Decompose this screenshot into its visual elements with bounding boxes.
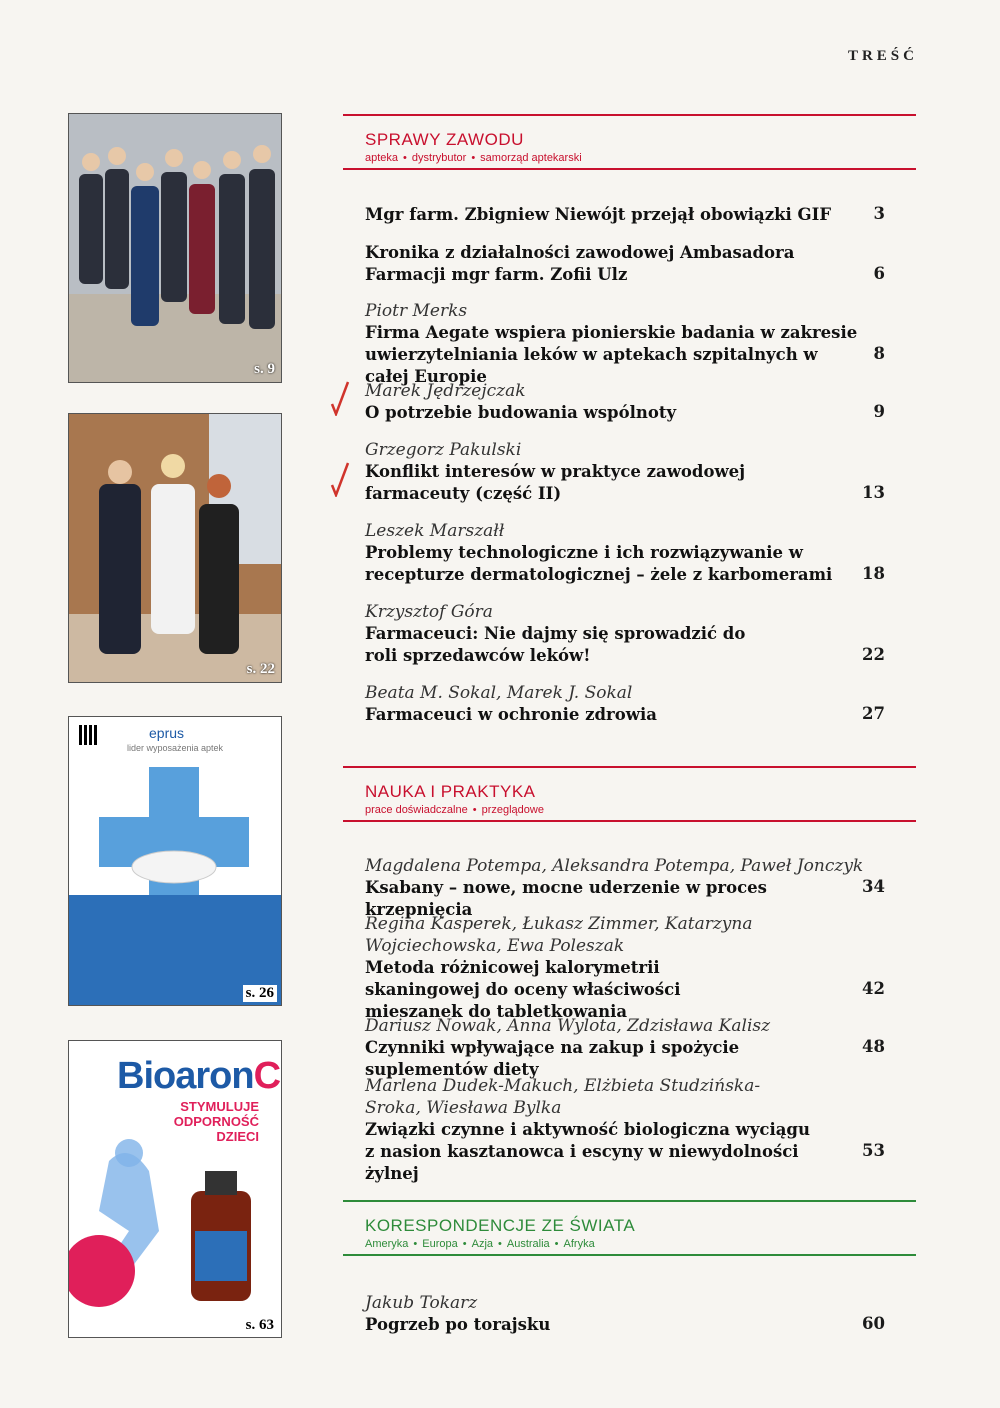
section-sprawy-zawodu (343, 114, 916, 170)
page-number: 18 (862, 564, 885, 583)
page-header-title: TREŚĆ (847, 48, 918, 64)
qr-code-icon (79, 725, 99, 745)
article-author: Krzysztof Góra (365, 602, 493, 622)
article-title: Problemy technologiczne i ich rozwiązywanie w recepturze dermatologicznej – żele z karbomerami (365, 543, 833, 584)
section-header (343, 1202, 916, 1254)
red-checkmark-icon (330, 380, 350, 416)
subtitle-item: Europa (422, 1238, 458, 1250)
article-title: Mgr farm. Zbigniew Niewójt przejął obowiązki GIF (365, 205, 832, 224)
section-name: NAUKA I PRAKTYKA (365, 782, 536, 801)
group-photo-image (69, 114, 282, 383)
page-number: 8 (873, 344, 885, 363)
article-title: Czynniki wpływające na zakup i spożycie suplementów diety (365, 1038, 740, 1079)
page-number: 34 (862, 877, 885, 896)
ad-page-label: s. 26 (243, 985, 277, 1002)
page-number: 53 (862, 1141, 885, 1160)
slogan-line: STYMULUJE (180, 1099, 259, 1114)
conference-photo-thumbnail (68, 413, 282, 683)
red-checkmark-icon (330, 461, 350, 497)
subtitle-item: Ameryka (365, 1238, 409, 1250)
slogan-line: DZIECI (216, 1129, 259, 1144)
toc-entry[interactable] (365, 242, 885, 286)
toc-entry[interactable] (365, 380, 885, 424)
section-header (343, 768, 916, 820)
article-author: Marlena Dudek-Makuch, Elżbieta Studzińska-Sroka, Wiesława Bylka (365, 1076, 761, 1118)
article-title: Farmaceuci w ochronie zdrowia (365, 705, 657, 724)
page-number: 48 (862, 1037, 885, 1056)
article-title: Kronika z działalności zawodowej Ambasadora Farmacji mgr farm. Zofii Ulz (365, 243, 795, 284)
article-author: Marek Jędrzejczak (365, 381, 526, 401)
eprus-ad-thumbnail (68, 716, 282, 1006)
article-author: Jakub Tokarz (365, 1293, 478, 1313)
child-silhouette-icon (69, 1041, 282, 1338)
toc-entry[interactable] (365, 682, 885, 726)
subtitle-item: dystrybutor (411, 152, 467, 164)
section-subtitle: apteka • dystrybutor • samorząd aptekarski (365, 152, 582, 164)
toc-entry[interactable] (365, 1292, 885, 1336)
toc-entry[interactable] (365, 439, 885, 505)
page-number: 42 (862, 979, 885, 998)
article-author: Dariusz Nowak, Anna Wylota, Zdzisława Kalisz (365, 1016, 771, 1036)
photo-page-label: s. 9 (254, 361, 275, 377)
article-title: Związki czynne i aktywność biologiczna wyciągu z nasion kasztanowca i escyny w niewydolności żylnej (365, 1120, 810, 1183)
toc-entry[interactable] (365, 601, 885, 667)
page-number: 22 (862, 645, 885, 664)
article-author: Grzegorz Pakulski (365, 440, 522, 460)
page-number: 13 (862, 483, 885, 502)
bioaron-brand: Bioaron (117, 1055, 254, 1097)
article-title: Ksabany – nowe, mocne uderzenie w proces krzepnięcia (365, 878, 767, 919)
section-subtitle: prace doświadczalne • przeglądowe (365, 804, 544, 816)
section-bottom-rule (343, 820, 916, 822)
page-number: 9 (873, 402, 885, 421)
subtitle-item: apteka (365, 152, 399, 164)
subtitle-item: samorząd aptekarski (480, 152, 582, 164)
page-number: 3 (873, 204, 885, 223)
conference-photo-image (69, 414, 282, 683)
page-number: 6 (873, 264, 885, 283)
subtitle-item: Azja (471, 1238, 494, 1250)
photo-page-label: s. 22 (246, 661, 275, 677)
section-nauka-i-praktyka (343, 766, 916, 822)
section-subtitle: Ameryka • Europa • Azja • Australia • Afryka (365, 1238, 595, 1250)
eprus-brand: eprus (149, 725, 185, 741)
article-title: Firma Aegate wspiera pionierskie badania w zakresie uwierzytelniania leków w aptekach szpitalnych w całej Europie (365, 323, 858, 386)
subtitle-item: prace doświadczalne (365, 804, 468, 816)
subtitle-item: Australia (506, 1238, 550, 1250)
article-title: Farmaceuci: Nie dajmy się sprowadzić do roli sprzedawców leków! (365, 624, 746, 665)
toc-entry[interactable] (365, 855, 885, 921)
section-header (343, 116, 916, 168)
section-bottom-rule (343, 1254, 916, 1256)
section-name: KORESPONDENCJE ZE ŚWIATA (365, 1216, 636, 1235)
subtitle-item: Afryka (563, 1238, 595, 1250)
toc-entry[interactable] (365, 1015, 885, 1081)
article-author: Piotr Merks (365, 301, 468, 321)
eprus-tagline: lider wyposażenia aptek (127, 743, 224, 753)
section-korespondencje (343, 1200, 916, 1256)
photo-group-thumbnail (68, 113, 282, 383)
page-number: 27 (862, 704, 885, 723)
bioaron-ad-thumbnail (68, 1040, 282, 1338)
toc-entry[interactable] (365, 1075, 885, 1185)
article-title: O potrzebie budowania wspólnoty (365, 403, 677, 422)
article-author: Beata M. Sokal, Marek J. Sokal (365, 683, 633, 703)
toc-entry[interactable] (365, 913, 885, 1023)
page-number: 60 (862, 1314, 885, 1333)
slogan-line: ODPORNOŚĆ (173, 1114, 259, 1129)
article-title: Konflikt interesów w praktyce zawodowej farmaceuty (część II) (365, 462, 746, 503)
article-author: Magdalena Potempa, Aleksandra Potempa, Paweł Jonczyk (365, 856, 864, 876)
article-title: Metoda różnicowej kalorymetrii skaningowej do oceny właściwości mieszanek do tabletkowania (365, 958, 681, 1021)
toc-entry[interactable] (365, 300, 885, 388)
section-bottom-rule (343, 168, 916, 170)
subtitle-item: przeglądowe (481, 804, 544, 816)
bioaron-brand-c: C (253, 1055, 281, 1097)
article-author: Regina Kasperek, Łukasz Zimmer, Katarzyna Wojciechowska, Ewa Poleszak (365, 914, 753, 956)
article-author: Leszek Marszałł (365, 521, 505, 541)
toc-entry[interactable] (365, 204, 885, 226)
toc-entry[interactable] (365, 520, 885, 586)
eprus-logo (149, 725, 184, 741)
section-name: SPRAWY ZAWODU (365, 130, 524, 149)
ad-page-label: s. 63 (243, 1317, 277, 1334)
article-title: Pogrzeb po torajsku (365, 1315, 551, 1334)
